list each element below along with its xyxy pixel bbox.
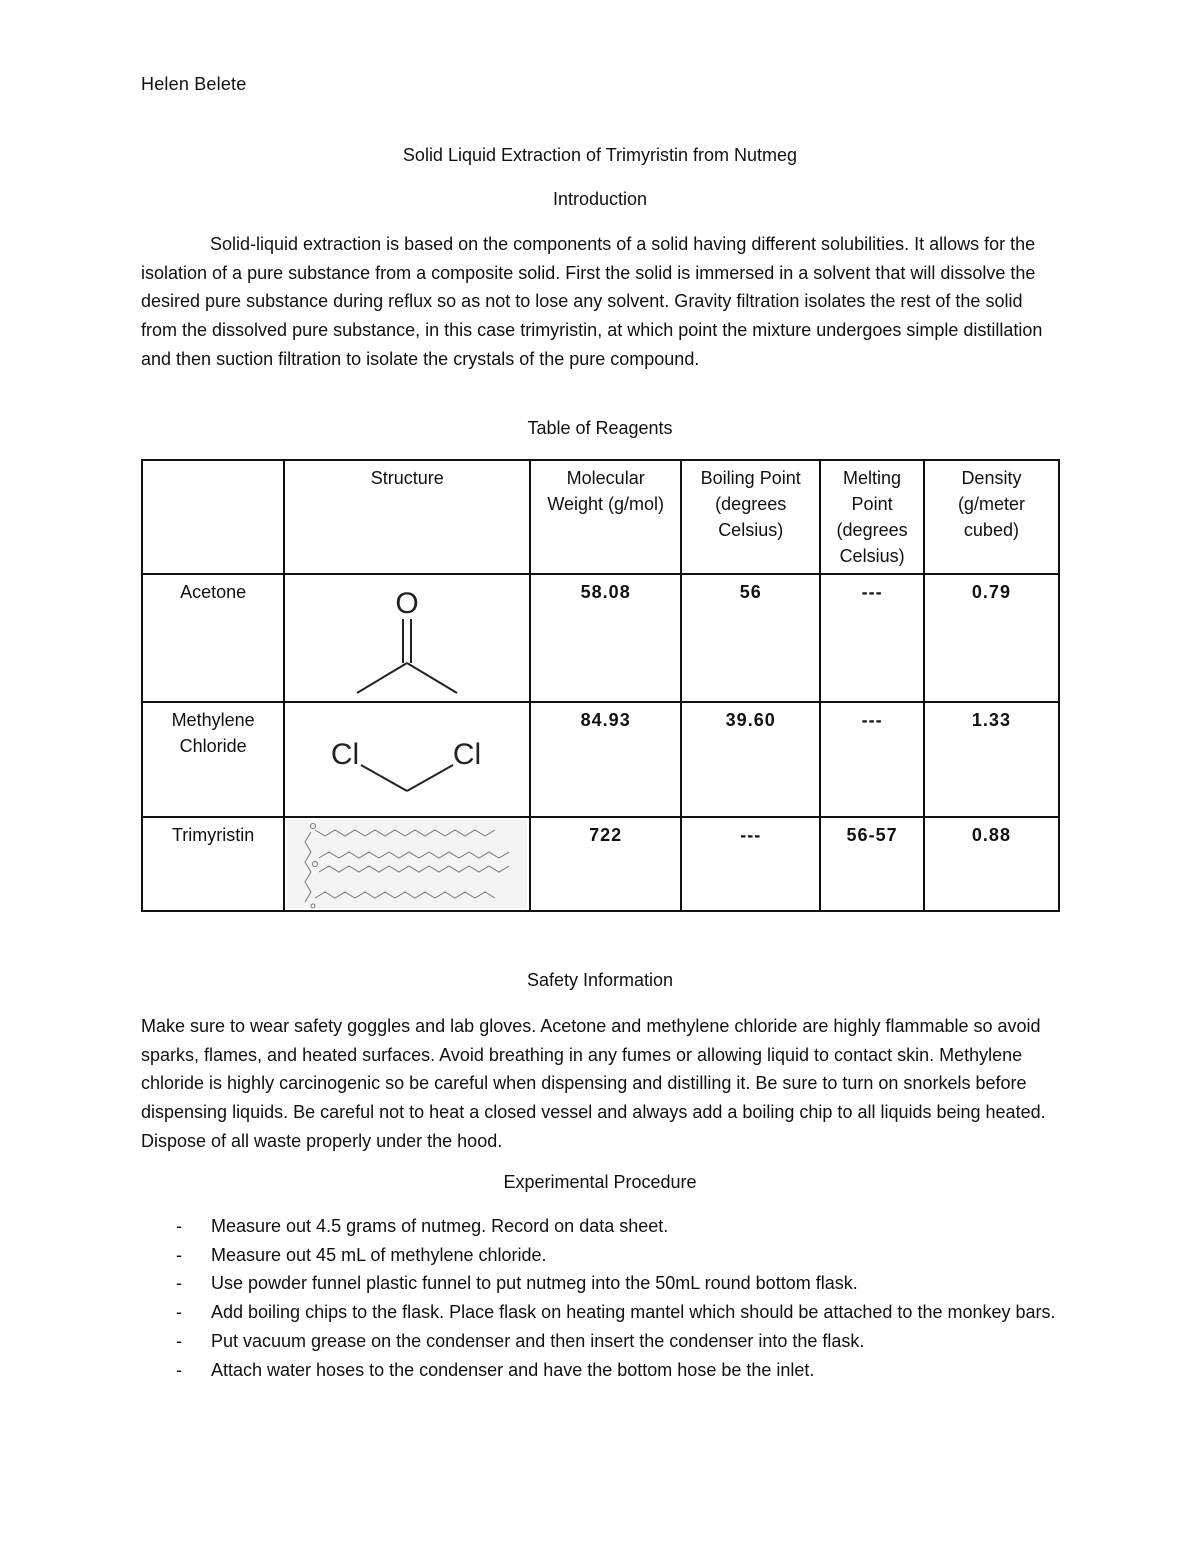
step-text: Put vacuum grease on the condenser and then insert the condenser into the flask. xyxy=(211,1330,865,1351)
header-density: Density (g/meter cubed) xyxy=(924,460,1059,574)
step-text: Use powder funnel plastic funnel to put nutmeg into the 50mL round bottom flask. xyxy=(211,1273,858,1294)
introduction-heading: Introduction xyxy=(552,189,648,209)
trimyristin-structure xyxy=(284,817,530,911)
boiling-point: --- xyxy=(681,817,820,911)
boiling-point: 39.60 xyxy=(681,702,820,817)
procedure-list xyxy=(141,1212,1059,1384)
reagents-table-heading: Table of Reagents xyxy=(527,418,673,438)
list-item xyxy=(141,1212,1059,1241)
list-bullet: - xyxy=(176,1330,182,1351)
molecular-weight: 58.08 xyxy=(530,574,681,702)
header-name xyxy=(142,460,284,574)
acetone-structure xyxy=(284,574,530,702)
molecular-weight: 84.93 xyxy=(530,702,681,817)
header-molecular-weight: Molecular Weight (g/mol) xyxy=(530,460,681,574)
density: 0.79 xyxy=(924,574,1059,702)
acetone-structure-drawing xyxy=(285,575,529,701)
table-row xyxy=(142,817,1059,911)
list-item xyxy=(141,1241,1059,1270)
reagent-name: Acetone xyxy=(142,574,284,702)
step-text: Add boiling chips to the flask. Place flask on heating mantel which should be attached to the monkey bars. xyxy=(211,1302,1056,1323)
list-bullet: - xyxy=(176,1359,182,1380)
safety-heading: Safety Information xyxy=(526,970,674,990)
trimyristin-structure-drawing xyxy=(285,818,529,910)
list-bullet: - xyxy=(176,1216,182,1236)
oxygen-label: O xyxy=(395,587,419,620)
safety-paragraph: Make sure to wear safety goggles and lab gloves. Acetone and methylene chloride are highly flammable so avoid sparks, flames, and heated surfaces. Avoid breathing in any fumes or allowing liquid to contact skin. Methylene chloride is highly carcinogenic so be careful when dispensing and distilling it. Be sure to turn on snorkels before dispensing liquids. Be careful not to heat a closed vessel and always add a boiling chip to all liquids being heated. Dispose of all waste properly under the hood. xyxy=(141,1016,1046,1151)
density: 0.88 xyxy=(924,817,1059,911)
methylene-chloride-structure-drawing xyxy=(285,703,529,816)
introduction-paragraph: Solid-liquid extraction is based on the components of a solid having different solubilities. It allows for the isolation of a pure substance from a composite solid. First the solid is immersed in a solvent that will dissolve the desired pure substance during reflux so as not to lose any solvent. Gravity filtration isolates the rest of the solid from the dissolved pure substance, in this case trimyristin, at which point the mixture undergoes simple distillation and then suction filtration to isolate the crystals of the pure compound. xyxy=(141,234,1043,369)
table-header-row xyxy=(142,460,1059,574)
chlorine-left-label: Cl xyxy=(331,738,360,771)
header-structure: Structure xyxy=(284,460,530,574)
header-melting-point: Melting Point (degrees Celsius) xyxy=(820,460,924,574)
chlorine-right-label: Cl xyxy=(453,738,482,771)
melting-point: 56-57 xyxy=(820,817,924,911)
procedure-heading: Experimental Procedure xyxy=(503,1172,697,1192)
methylene-chloride-structure xyxy=(284,702,530,817)
document-title: Solid Liquid Extraction of Trimyristin from Nutmeg xyxy=(402,145,798,165)
step-text: Measure out 4.5 grams of nutmeg. Record on data sheet. xyxy=(211,1216,669,1236)
molecular-weight: 722 xyxy=(530,817,681,911)
reagents-table xyxy=(141,459,1060,912)
reagent-name: Trimyristin xyxy=(142,817,284,911)
list-item xyxy=(141,1327,1059,1356)
list-item xyxy=(141,1356,1059,1385)
density: 1.33 xyxy=(924,702,1059,817)
list-bullet: - xyxy=(176,1273,182,1294)
melting-point: --- xyxy=(820,702,924,817)
header-boiling-point: Boiling Point (degrees Celsius) xyxy=(681,460,820,574)
melting-point: --- xyxy=(820,574,924,702)
list-bullet: - xyxy=(176,1302,182,1323)
list-item xyxy=(141,1298,1059,1327)
reagent-name: Methylene Chloride xyxy=(142,702,284,817)
author-name: Helen Belete xyxy=(141,74,247,94)
step-text: Attach water hoses to the condenser and have the bottom hose be the inlet. xyxy=(211,1359,815,1380)
list-bullet: - xyxy=(176,1244,182,1265)
boiling-point: 56 xyxy=(681,574,820,702)
step-text: Measure out 45 mL of methylene chloride. xyxy=(211,1244,547,1265)
table-row xyxy=(142,574,1059,702)
list-item xyxy=(141,1269,1059,1298)
table-row xyxy=(142,702,1059,817)
